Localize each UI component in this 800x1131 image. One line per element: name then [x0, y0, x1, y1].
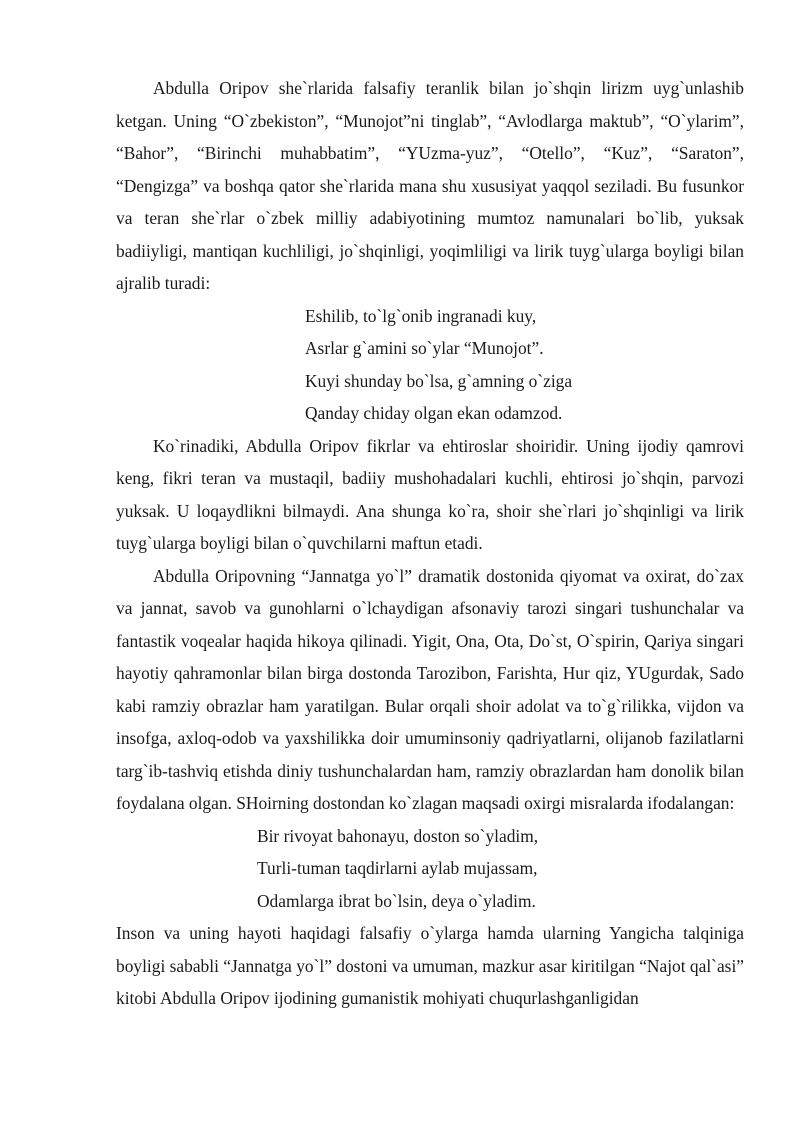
verse-jannatga-yol — [116, 820, 744, 918]
paragraph-3: Abdulla Oripovning “Jannatga yo`l” dramatik dostonida qiyomat va oxirat, do`zax va jannat, savob va gunohlarni o`lchaydigan afsonaviy tarozi singari tushunchalar va fantastik voqealar haqida hikoya qilinadi. Yigit, Ona, Ota, Do`st, O`spirin, Qariya singari hayotiy qahramonlar bilan birga dostonda Tarozibon, Farishta, Hur qiz, YUgurdak, Sado kabi ramziy obrazlar ham yaratilgan. Bular orqali shoir adolat va to`g`rilikka, vijdon va insofga, axloq-odob va yaxshilikka doir umuminsoniy qadriyatlarni, olijanob fazilatlarni targ`ib-tashviq etishda diniy tushunchalardan ham, ramziy obrazlardan ham donolik bilan foydalana olgan. SHoirning dostondan ko`zlagan maqsadi oxirgi misralarda ifodalangan: — [116, 565, 744, 813]
verse-line: Eshilib, to`lg`onib ingranadi kuy, — [305, 305, 537, 326]
verse-line: Kuyi shunday bo`lsa, g`amning o`ziga — [305, 370, 573, 391]
verse-munojot — [116, 300, 744, 430]
paragraph-4: Inson va uning hayoti haqidagi falsafiy o`ylarga hamda ularning Yangicha talqiniga boyligi sababli “Jannatga yo`l” dostoni va umuman, mazkur asar kiritilgan “Najot qal`asi” kitobi Abdulla Oripov ijodining gumanistik mohiyati chuqurlashganligidan — [116, 923, 744, 1008]
paragraph-1: Abdulla Oripov she`rlarida falsafiy teranlik bilan jo`shqin lirizm uyg`unlashib ketgan. Uning “O`zbekiston”, “Munojot”ni tinglab”, “Avlodlarga maktub”, “O`ylarim”, “Bahor”, “Birinchi muhabbatim”, “YUzma-yuz”, “Otello”, “Kuz”, “Saraton”, “Dengizga” va boshqa qator she`rlarida mana shu xususiyat yaqqol seziladi. Bu fusunkor va teran she`rlar o`zbek milliy adabiyotining mumtoz namunalari bo`lib, yuksak badiiyligi, mantiqan kuchliligi, jo`shqinligi, yoqimliligi va lirik tuyg`ularga boyligi bilan ajralib turadi: — [116, 78, 744, 293]
paragraph-2: Ko`rinadiki, Abdulla Oripov fikrlar va ehtiroslar shoiridir. Uning ijodiy qamrovi keng, fikri teran va mustaqil, badiiy mushohadalari kuchli, ehtirosi jo`shqin, parvozi yuksak. U loqaydlikni bilmaydi. Ana shunga ko`ra, shoir she`rlari jo`shqinligi va lirik tuyg`ularga boyligi bilan o`quvchilarni maftun etadi. — [116, 435, 744, 553]
verse-line: Turli-tuman taqdirlarni aylab mujassam, — [257, 858, 538, 878]
document-page — [116, 72, 744, 1015]
verse-line: Odamlarga ibrat bo`lsin, deya o`yladim. — [257, 890, 536, 911]
verse-line: Bir rivoyat bahonayu, doston so`yladim, — [257, 825, 539, 846]
verse-line: Qanday chiday olgan ekan odamzod. — [305, 403, 563, 423]
verse-line: Asrlar g`amini so`ylar “Munojot”. — [305, 338, 544, 358]
